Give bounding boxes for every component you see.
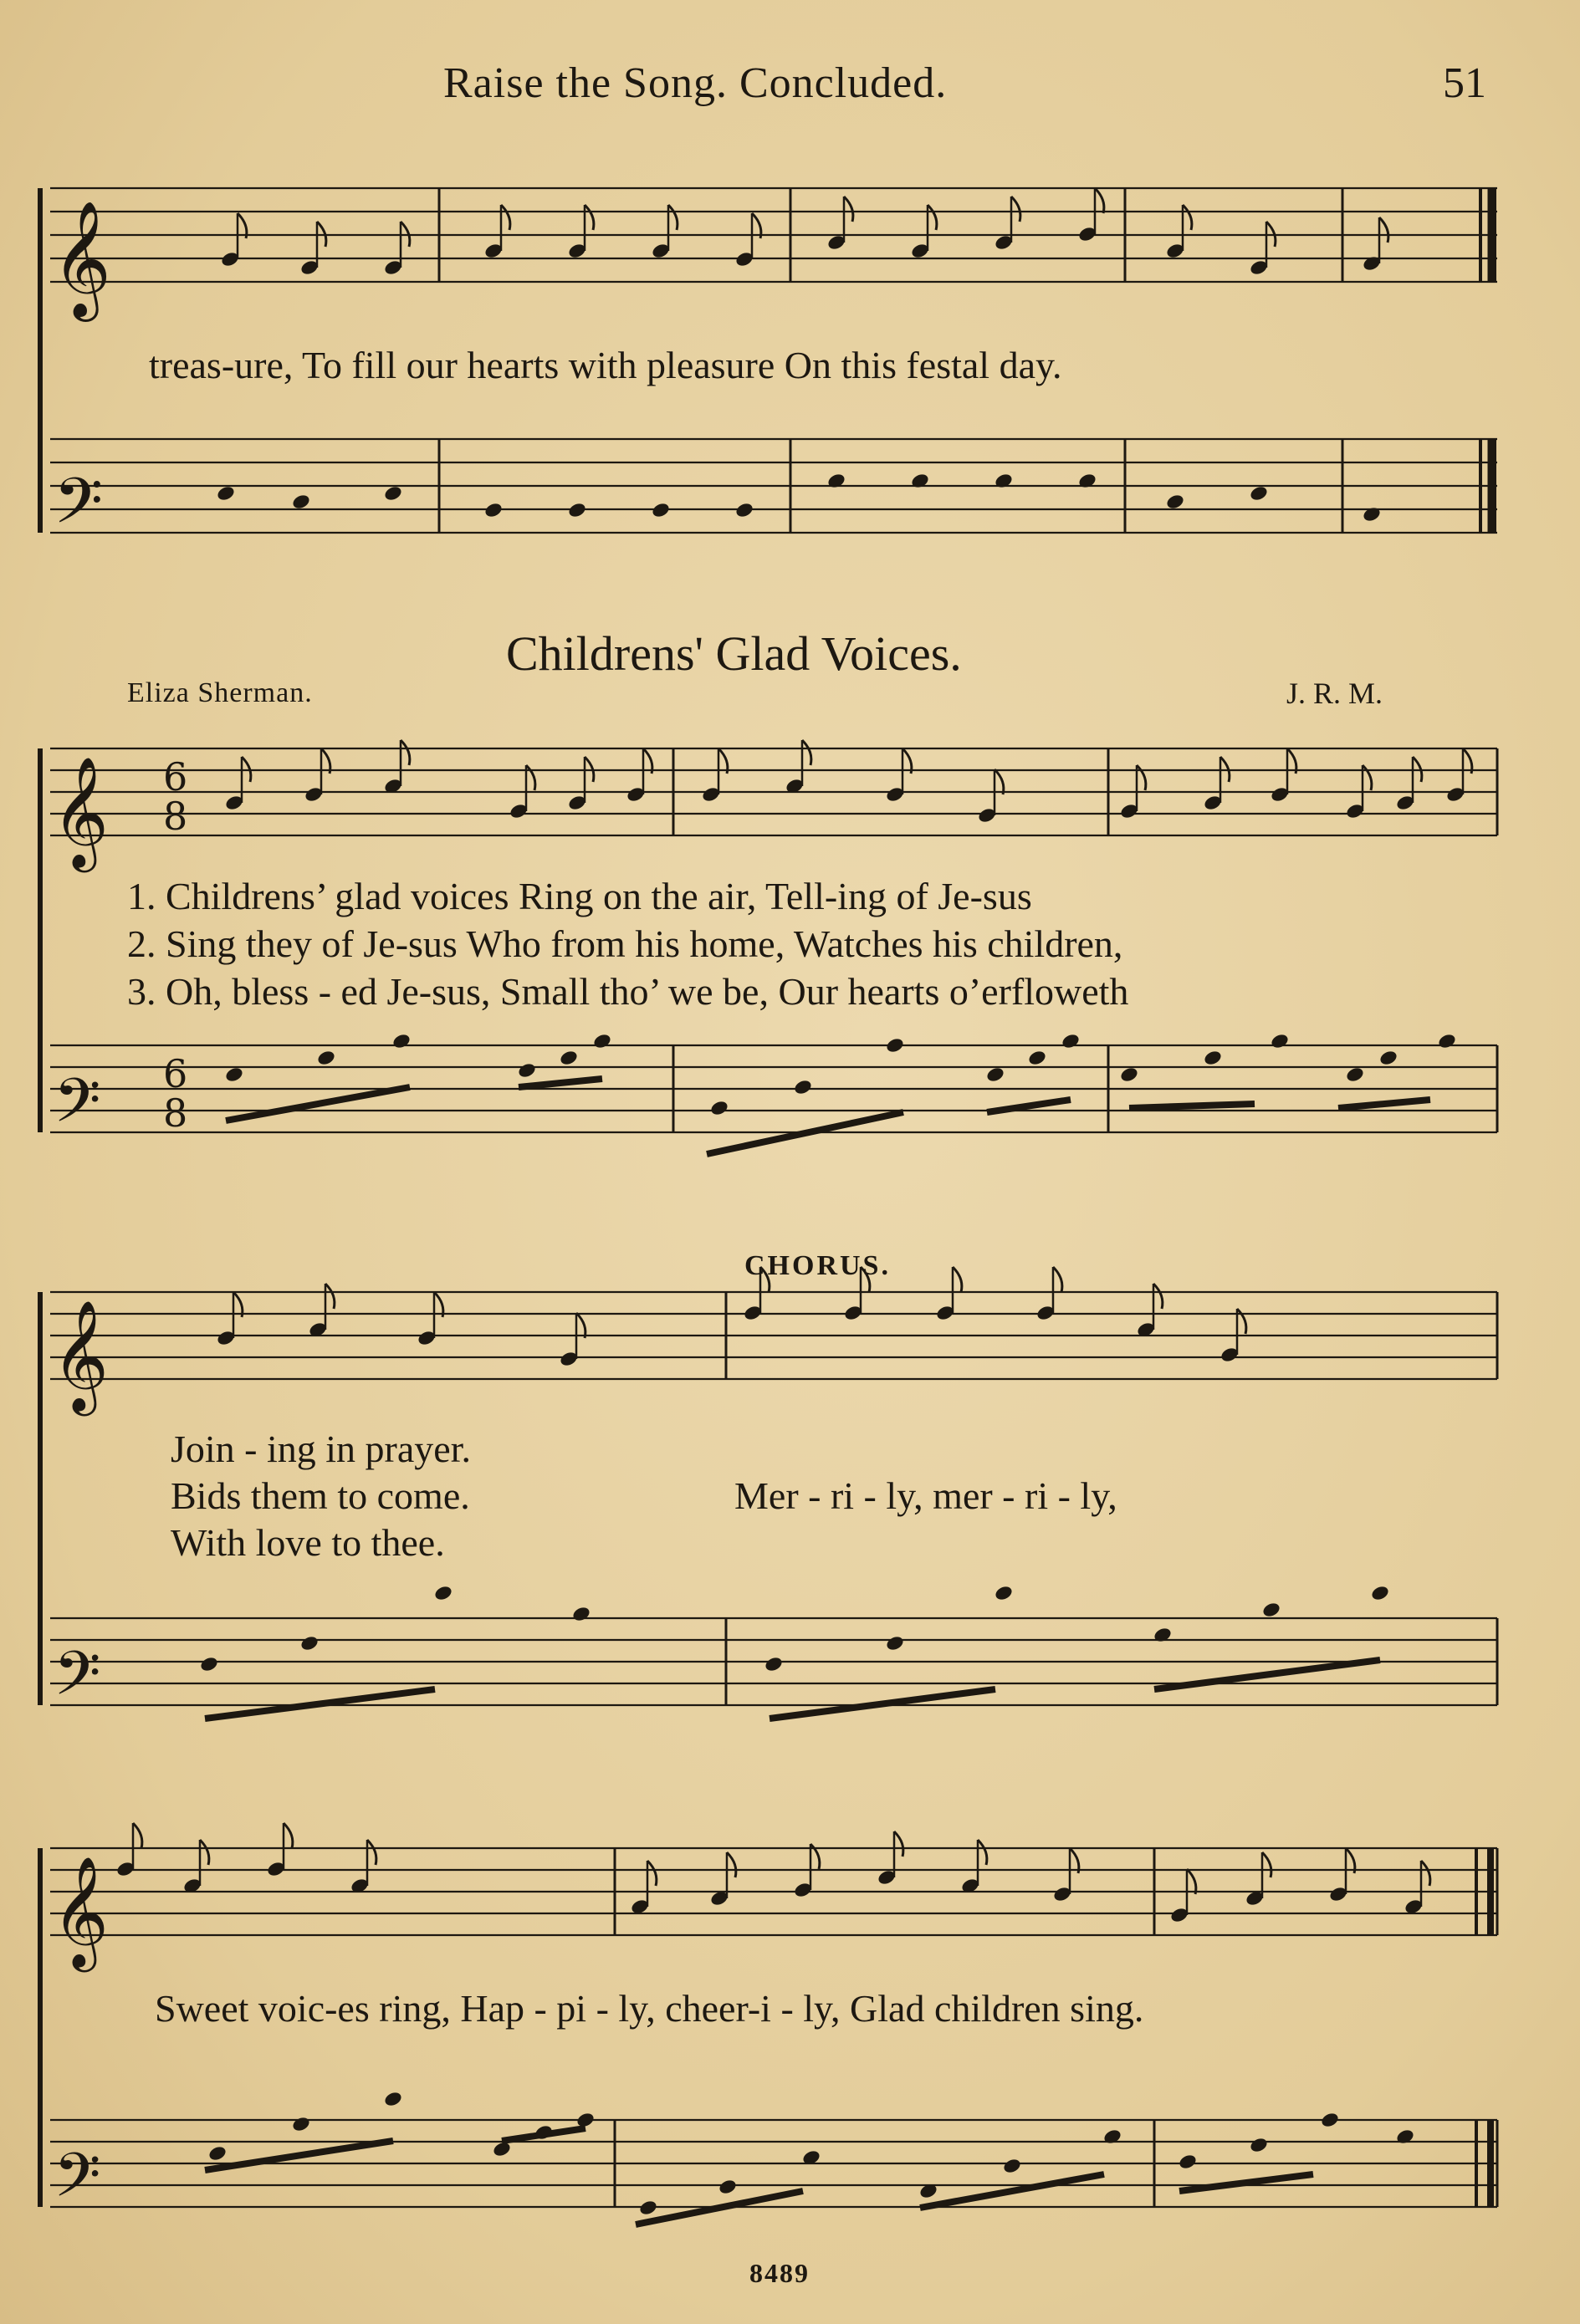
notehead [994,1584,1014,1601]
note-flag [200,1840,209,1865]
notehead [709,1099,729,1116]
note-beam [770,1689,995,1719]
notehead [383,484,403,502]
page-number: 51 [1443,59,1486,107]
note-flag [978,1840,987,1865]
notehead [1437,1032,1457,1050]
notehead [793,1078,813,1096]
notehead [1102,2127,1122,2145]
note-beam [205,1689,435,1719]
note-beam [519,1079,602,1087]
note-flag [576,1313,585,1338]
notehead [1061,1032,1081,1050]
lyric-chorus-b: Sweet voic-es ring, Hap - pi - ly, cheer-i - ly, Glad children sing. [155,1987,1144,2030]
note-flag [1183,205,1192,230]
note-flag [526,765,535,790]
notehead [734,501,754,518]
note-beam [226,1087,410,1121]
time-sig-top: 6 [163,1051,188,1096]
notehead [559,1049,579,1066]
note-flag [668,205,678,230]
notehead [910,472,930,489]
treble-clef-icon: 𝄞 [52,1856,109,1968]
plate-number: 8489 [749,2258,810,2288]
lyric-verse-2: 2. Sing they of Je-sus Who from his home, Watches his children, [127,922,1123,965]
note-flag [133,1823,142,1848]
notehead [1362,505,1382,523]
notehead [1119,1065,1139,1083]
note-flag [802,740,811,765]
bass-clef-icon: 𝄢 [54,464,104,554]
treble-clef-icon: 𝄞 [52,756,109,868]
notehead [885,1036,905,1054]
note-flag [727,1852,736,1877]
note-beam [1338,1100,1430,1108]
note-flag [1153,1284,1163,1309]
notehead [391,1032,412,1050]
note-flag [401,740,410,765]
notehead [985,1065,1005,1083]
note-flag [1053,1267,1062,1292]
bass-clef-icon: 𝄢 [54,1065,101,1151]
notehead [1203,1049,1223,1066]
lyric-concluded: treas-ure, To fill our hearts with pleasure On this festal day. [149,344,1062,386]
chorus-label: CHORUS. [744,1250,891,1281]
notehead [1320,2111,1340,2128]
lyric-end-2: Bids them to come. [171,1474,470,1517]
notehead [1178,2153,1198,2170]
note-flag [284,1823,293,1848]
note-beam [1154,1660,1380,1689]
note-flag [1095,188,1104,213]
notehead [1249,484,1269,502]
lyric-chorus-a: Mer - ri - ly, mer - ri - ly, [734,1474,1117,1517]
time-sig-bottom: 8 [163,794,188,839]
notehead [638,2199,658,2216]
note-flag [844,197,853,222]
composer-credit: J. R. M. [1286,677,1383,710]
note-flag [585,205,594,230]
note-flag [995,769,1004,794]
notehead [316,1049,336,1066]
note-flag [1421,1861,1430,1886]
notehead [517,1061,537,1079]
notehead [1002,2157,1022,2174]
notehead [571,1605,591,1622]
notehead [224,1065,244,1083]
notehead [651,501,671,518]
note-flag [894,1831,903,1857]
time-sig-bottom: 8 [163,1090,188,1136]
notehead [1077,472,1097,489]
notehead [994,472,1014,489]
notehead [1027,1049,1047,1066]
note-flag [928,205,937,230]
notehead [592,1032,612,1050]
notehead [1165,493,1185,510]
notehead [1345,1065,1365,1083]
notehead [207,2144,228,2162]
notehead [1395,2127,1415,2145]
note-flag [647,1861,657,1886]
notehead [299,1634,320,1652]
notehead [1378,1049,1398,1066]
time-sig-top: 6 [163,754,188,799]
note-flag [1187,1869,1196,1894]
running-title: Raise the Song. Concluded. [443,59,948,107]
notehead [1261,1601,1281,1618]
notehead [291,2115,311,2132]
note-flag [953,1267,962,1292]
note-flag [367,1840,376,1865]
notehead [1370,1584,1390,1601]
lyric-end-1: Join - ing in prayer. [171,1428,471,1470]
note-flag [501,205,510,230]
bass-clef-icon: 𝄢 [54,1637,101,1724]
notehead [885,1634,905,1652]
notehead [199,1655,219,1673]
note-flag [1137,765,1146,790]
lyric-verse-1: 1. Childrens’ glad voices Ring on the air, Tell-ing of Je-sus [127,875,1032,917]
note-flag [1011,197,1020,222]
note-flag [1363,765,1372,790]
notehead [291,493,311,510]
notehead [216,484,236,502]
notehead [483,501,504,518]
notehead [1270,1032,1290,1050]
treble-clef-icon: 𝄞 [52,1300,109,1412]
note-beam [920,2174,1104,2208]
notehead [826,472,846,489]
note-beam [1129,1104,1255,1108]
note-flag [325,1284,335,1309]
notehead [1249,2136,1269,2153]
notehead [567,501,587,518]
notehead [433,1584,453,1601]
note-flag [1262,1852,1271,1877]
author-credit: Eliza Sherman. [127,677,313,708]
treble-clef-icon: 𝄞 [52,201,111,317]
lyric-verse-3: 3. Oh, bless - ed Je-sus, Small tho’ we be, Our hearts o’erfloweth [127,970,1129,1013]
notehead [383,2090,403,2107]
lyric-end-3: With love to thee. [171,1521,445,1564]
bass-clef-icon: 𝄢 [54,2139,101,2225]
notehead [1153,1626,1173,1643]
notehead [764,1655,784,1673]
note-beam [1179,2174,1313,2191]
note-beam [205,2141,393,2170]
notehead [718,2178,738,2195]
song-title: Childrens' Glad Voices. [506,626,962,681]
note-flag [1237,1309,1246,1334]
note-flag [1379,217,1388,243]
